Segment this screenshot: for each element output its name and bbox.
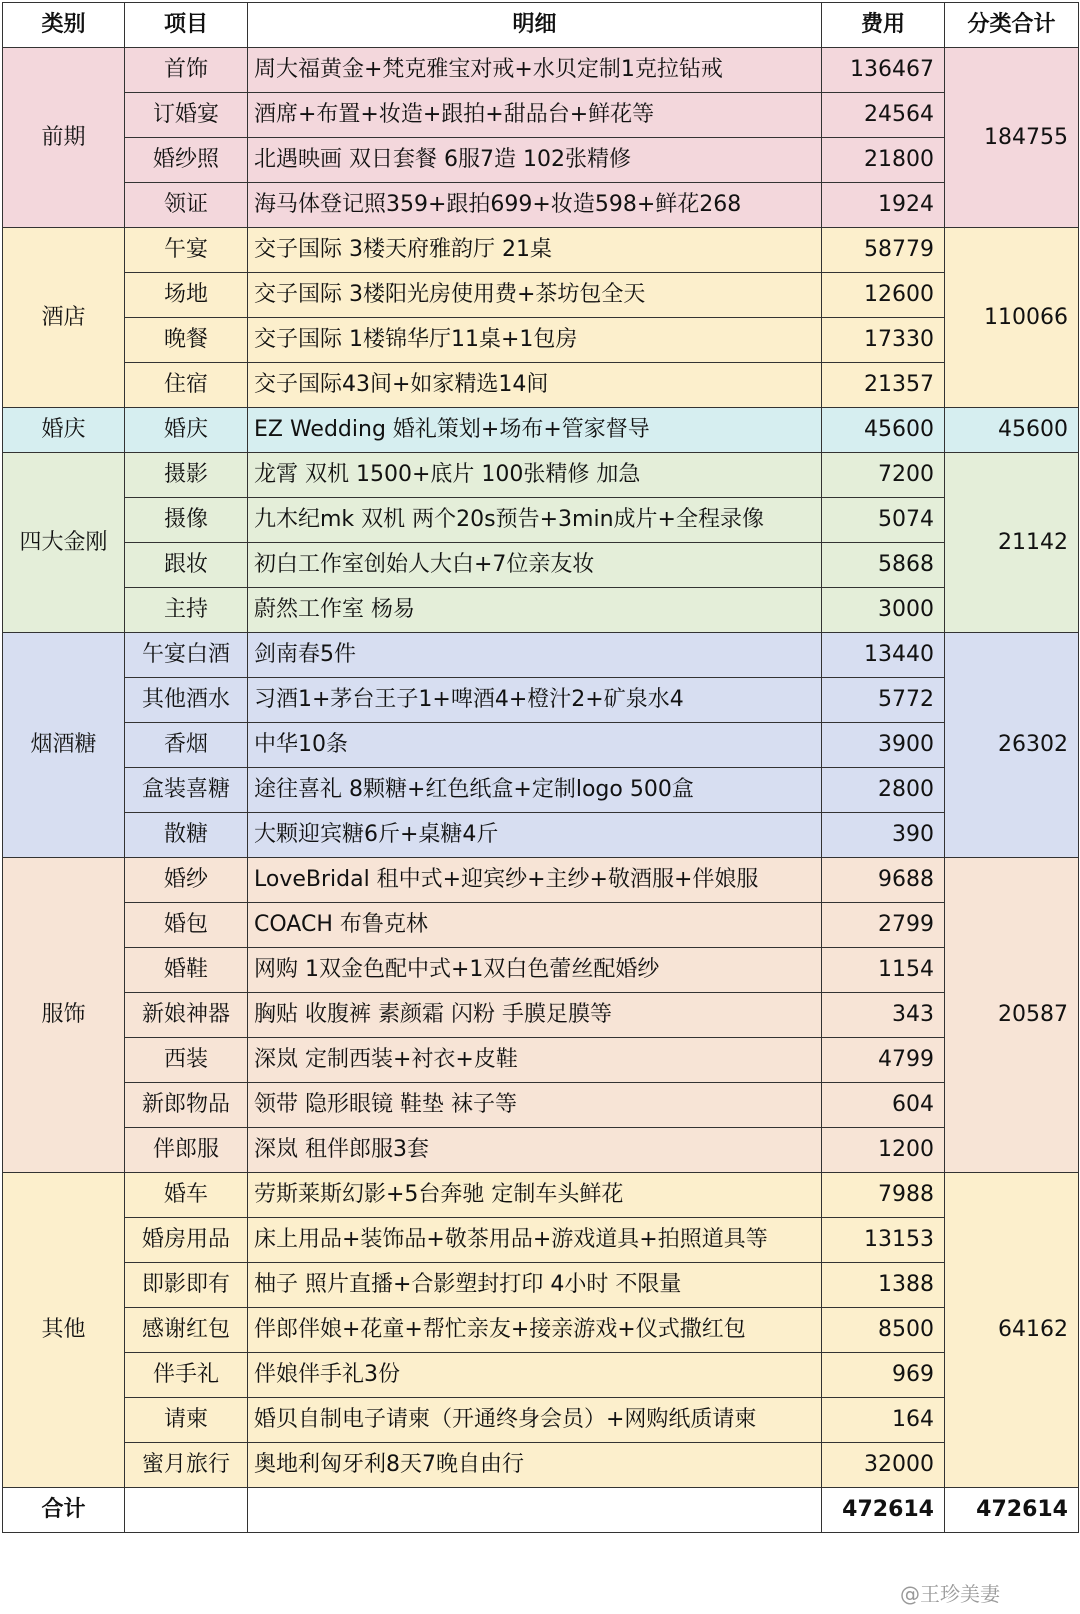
item-cell: 其他酒水: [125, 678, 248, 723]
detail-cell: 领带 隐形眼镜 鞋垫 袜子等: [248, 1083, 822, 1128]
table-row: [3, 1083, 1079, 1128]
detail-cell: 途往喜礼 8颗糖+红色纸盒+定制logo 500盒: [248, 768, 822, 813]
table-row: [3, 993, 1079, 1038]
cost-cell: 24564: [822, 93, 945, 138]
item-cell: 西装: [125, 1038, 248, 1083]
detail-cell: 大颗迎宾糖6斤+桌糖4斤: [248, 813, 822, 858]
detail-cell: 酒席+布置+妆造+跟拍+甜品台+鲜花等: [248, 93, 822, 138]
cost-cell: 21800: [822, 138, 945, 183]
table-row: [3, 183, 1079, 228]
subtotal-cell: 110066: [945, 228, 1079, 408]
detail-cell: COACH 布鲁克林: [248, 903, 822, 948]
subtotal-cell: 20587: [945, 858, 1079, 1173]
table-row: [3, 453, 1079, 498]
detail-cell: 胸贴 收腹裤 素颜霜 闪粉 手膜足膜等: [248, 993, 822, 1038]
subtotal-cell: 26302: [945, 633, 1079, 858]
category-cell: 其他: [3, 1173, 125, 1488]
detail-cell: 九木纪mk 双机 两个20s预告+3min成片+全程录像: [248, 498, 822, 543]
cost-cell: 7988: [822, 1173, 945, 1218]
cost-cell: 9688: [822, 858, 945, 903]
cost-cell: 5074: [822, 498, 945, 543]
table-row: [3, 1263, 1079, 1308]
item-cell: 请柬: [125, 1398, 248, 1443]
item-cell: 婚车: [125, 1173, 248, 1218]
item-cell: 场地: [125, 273, 248, 318]
table-row: [3, 588, 1079, 633]
table-row: [3, 1353, 1079, 1398]
cost-cell: 45600: [822, 408, 945, 453]
table-row: [3, 903, 1079, 948]
cost-cell: 1200: [822, 1128, 945, 1173]
item-cell: 婚纱照: [125, 138, 248, 183]
cost-cell: 390: [822, 813, 945, 858]
item-cell: 主持: [125, 588, 248, 633]
detail-cell: 习酒1+茅台王子1+啤酒4+橙汁2+矿泉水4: [248, 678, 822, 723]
header-detail: 明细: [248, 3, 822, 48]
wedding-budget-table: [2, 2, 1079, 1533]
item-cell: 订婚宴: [125, 93, 248, 138]
detail-cell: 交子国际 3楼天府雅韵厅 21桌: [248, 228, 822, 273]
item-cell: 晚餐: [125, 318, 248, 363]
item-cell: 盒装喜糖: [125, 768, 248, 813]
total-label: 合计: [3, 1488, 125, 1533]
item-cell: 香烟: [125, 723, 248, 768]
item-cell: 婚纱: [125, 858, 248, 903]
cost-cell: 17330: [822, 318, 945, 363]
table-row: [3, 948, 1079, 993]
item-cell: 摄像: [125, 498, 248, 543]
category-cell: 烟酒糖: [3, 633, 125, 858]
item-cell: 散糖: [125, 813, 248, 858]
table-row: [3, 633, 1079, 678]
detail-cell: 龙霄 双机 1500+底片 100张精修 加急: [248, 453, 822, 498]
total-row: [3, 1488, 1079, 1533]
table-row: [3, 318, 1079, 363]
item-cell: 伴郎服: [125, 1128, 248, 1173]
cost-cell: 13153: [822, 1218, 945, 1263]
item-cell: 首饰: [125, 48, 248, 93]
detail-cell: 深岚 租伴郎服3套: [248, 1128, 822, 1173]
table-row: [3, 273, 1079, 318]
item-cell: 蜜月旅行: [125, 1443, 248, 1488]
item-cell: 跟妆: [125, 543, 248, 588]
item-cell: 摄影: [125, 453, 248, 498]
table-row: [3, 498, 1079, 543]
detail-cell: 海马体登记照359+跟拍699+妆造598+鲜花268: [248, 183, 822, 228]
detail-cell: 交子国际 3楼阳光房使用费+茶坊包全天: [248, 273, 822, 318]
header-category: 类别: [3, 3, 125, 48]
header-cost: 费用: [822, 3, 945, 48]
table-row: [3, 1173, 1079, 1218]
detail-cell: 网购 1双金色配中式+1双白色蕾丝配婚纱: [248, 948, 822, 993]
cost-cell: 4799: [822, 1038, 945, 1083]
cost-cell: 3000: [822, 588, 945, 633]
cost-cell: 8500: [822, 1308, 945, 1353]
detail-cell: 周大福黄金+梵克雅宝对戒+水贝定制1克拉钻戒: [248, 48, 822, 93]
detail-cell: 奥地利匈牙利8天7晚自由行: [248, 1443, 822, 1488]
detail-cell: 初白工作室创始人大白+7位亲友妆: [248, 543, 822, 588]
table-row: [3, 1308, 1079, 1353]
item-cell: 住宿: [125, 363, 248, 408]
table-row: [3, 138, 1079, 183]
cost-cell: 1924: [822, 183, 945, 228]
cost-cell: 12600: [822, 273, 945, 318]
cost-cell: 136467: [822, 48, 945, 93]
table-row: [3, 813, 1079, 858]
header-subtotal: 分类合计: [945, 3, 1079, 48]
item-cell: 感谢红包: [125, 1308, 248, 1353]
subtotal-cell: 21142: [945, 453, 1079, 633]
cost-cell: 3900: [822, 723, 945, 768]
table-row: [3, 1128, 1079, 1173]
subtotal-cell: 184755: [945, 48, 1079, 228]
cost-cell: 21357: [822, 363, 945, 408]
table-row: [3, 228, 1079, 273]
detail-cell: 中华10条: [248, 723, 822, 768]
total-empty-item: [125, 1488, 248, 1533]
cost-cell: 32000: [822, 1443, 945, 1488]
total-subtotal: 472614: [945, 1488, 1079, 1533]
cost-cell: 604: [822, 1083, 945, 1128]
item-cell: 婚鞋: [125, 948, 248, 993]
item-cell: 婚包: [125, 903, 248, 948]
item-cell: 即影即有: [125, 1263, 248, 1308]
cost-cell: 1388: [822, 1263, 945, 1308]
table-row: [3, 543, 1079, 588]
cost-cell: 164: [822, 1398, 945, 1443]
item-cell: 新娘神器: [125, 993, 248, 1038]
item-cell: 伴手礼: [125, 1353, 248, 1398]
item-cell: 领证: [125, 183, 248, 228]
cost-cell: 2800: [822, 768, 945, 813]
table-row: [3, 93, 1079, 138]
detail-cell: 深岚 定制西装+衬衣+皮鞋: [248, 1038, 822, 1083]
category-cell: 服饰: [3, 858, 125, 1173]
table-row: [3, 408, 1079, 453]
detail-cell: EZ Wedding 婚礼策划+场布+管家督导: [248, 408, 822, 453]
table-row: [3, 1218, 1079, 1263]
cost-cell: 7200: [822, 453, 945, 498]
item-cell: 新郎物品: [125, 1083, 248, 1128]
cost-cell: 2799: [822, 903, 945, 948]
table-row: [3, 1443, 1079, 1488]
cost-cell: 13440: [822, 633, 945, 678]
table-row: [3, 1038, 1079, 1083]
header-item: 项目: [125, 3, 248, 48]
cost-cell: 58779: [822, 228, 945, 273]
category-cell: 前期: [3, 48, 125, 228]
table-row: [3, 858, 1079, 903]
detail-cell: 婚贝自制电子请柬（开通终身会员）+网购纸质请柬: [248, 1398, 822, 1443]
item-cell: 婚房用品: [125, 1218, 248, 1263]
category-cell: 婚庆: [3, 408, 125, 453]
category-cell: 四大金刚: [3, 453, 125, 633]
total-cost: 472614: [822, 1488, 945, 1533]
detail-cell: 剑南春5件: [248, 633, 822, 678]
detail-cell: 交子国际 1楼锦华厅11桌+1包房: [248, 318, 822, 363]
detail-cell: 伴郎伴娘+花童+帮忙亲友+接亲游戏+仪式撒红包: [248, 1308, 822, 1353]
cost-cell: 343: [822, 993, 945, 1038]
detail-cell: 柚子 照片直播+合影塑封打印 4小时 不限量: [248, 1263, 822, 1308]
table-row: [3, 723, 1079, 768]
category-cell: 酒店: [3, 228, 125, 408]
table-row: [3, 48, 1079, 93]
table-row: [3, 1398, 1079, 1443]
table-body: [3, 48, 1079, 1488]
cost-cell: 1154: [822, 948, 945, 993]
detail-cell: LoveBridal 租中式+迎宾纱+主纱+敬酒服+伴娘服: [248, 858, 822, 903]
table-row: [3, 768, 1079, 813]
cost-cell: 969: [822, 1353, 945, 1398]
watermark: @王珍美妻: [900, 1582, 1000, 1606]
subtotal-cell: 64162: [945, 1173, 1079, 1488]
detail-cell: 北遇映画 双日套餐 6服7造 102张精修: [248, 138, 822, 183]
detail-cell: 床上用品+装饰品+敬茶用品+游戏道具+拍照道具等: [248, 1218, 822, 1263]
header-row: [3, 3, 1079, 48]
detail-cell: 交子国际43间+如家精选14间: [248, 363, 822, 408]
table-row: [3, 363, 1079, 408]
item-cell: 婚庆: [125, 408, 248, 453]
item-cell: 午宴: [125, 228, 248, 273]
subtotal-cell: 45600: [945, 408, 1079, 453]
detail-cell: 劳斯莱斯幻影+5台奔驰 定制车头鲜花: [248, 1173, 822, 1218]
table-row: [3, 678, 1079, 723]
total-empty-detail: [248, 1488, 822, 1533]
detail-cell: 伴娘伴手礼3份: [248, 1353, 822, 1398]
item-cell: 午宴白酒: [125, 633, 248, 678]
detail-cell: 蔚然工作室 杨易: [248, 588, 822, 633]
cost-cell: 5772: [822, 678, 945, 723]
cost-cell: 5868: [822, 543, 945, 588]
